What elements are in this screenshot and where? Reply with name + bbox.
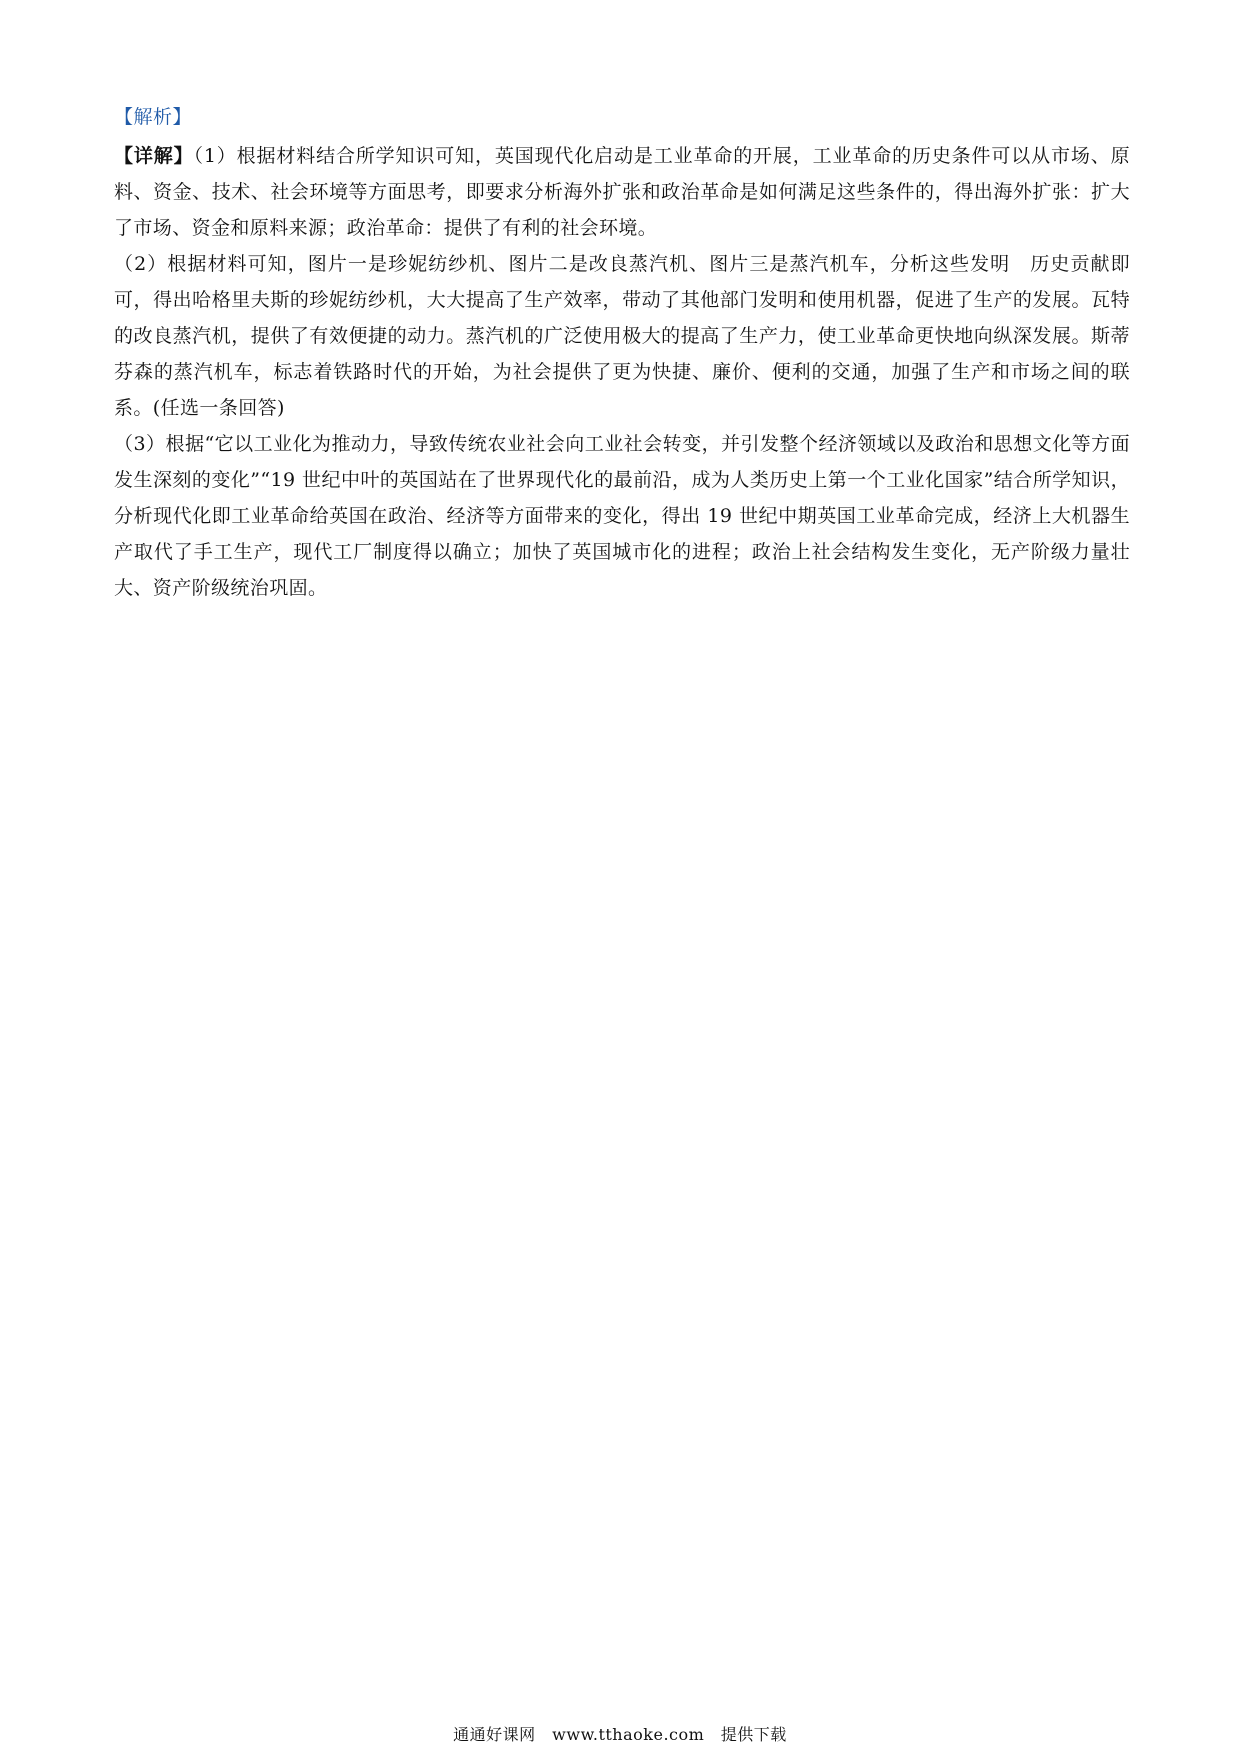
- detail-label: 【详解】: [114, 145, 194, 167]
- page-footer: 通通好课网 www.tthaoke.com 提供下载: [453, 1725, 787, 1744]
- analysis-heading: 【解析】: [114, 106, 193, 128]
- answer-paragraph-3: [114, 426, 1130, 606]
- answer-text-3: （3）根据“它以工业化为推动力，导致传统农业社会向工业社会转变，并引发整个经济领域以及政治和思想文化等方面发生深刻的变化”“19 世纪中叶的英国站在了世界现代化的最前沿，成为人类历史上第一个工业化国家”结合所学知识，分析现代化即工业革命给英国在政治、经济等方面带来的变化，得出 19 世纪中期英国工业革命完成，经济上大机器生产取代了手工生产，现代工厂制度得以确立；加快了英国城市化的进程；政治上社会结构发生变化，无产阶级力量壮大、资产阶级统治巩固。: [114, 433, 1130, 599]
- answer-paragraph-1: [114, 138, 1130, 246]
- analysis-section: [114, 102, 1130, 606]
- answer-text-1: （1）根据材料结合所学知识可知，英国现代化启动是工业革命的开展，工业革命的历史条件可以从市场、原料、资金、技术、社会环境等方面思考，即要求分析海外扩张和政治革命是如何满足这些条件的，得出海外扩张：扩大了市场、资金和原料来源；政治革命：提供了有利的社会环境。: [114, 145, 1130, 239]
- answer-text-2: （2）根据材料可知，图片一是珍妮纺纱机、图片二是改良蒸汽机、图片三是蒸汽机车，分析这些发明 历史贡献即可，得出哈格里夫斯的珍妮纺纱机，大大提高了生产效率，带动了其他部门发明和使用机器，促进了生产的发展。瓦特的改良蒸汽机，提供了有效便捷的动力。蒸汽机的广泛使用极大的提高了生产力，使工业革命更快地向纵深发展。斯蒂芬森的蒸汽机车，标志着铁路时代的开始，为社会提供了更为快捷、廉价、便利的交通，加强了生产和市场之间的联系。(任选一条回答): [114, 253, 1130, 419]
- answer-paragraph-2: [114, 246, 1130, 426]
